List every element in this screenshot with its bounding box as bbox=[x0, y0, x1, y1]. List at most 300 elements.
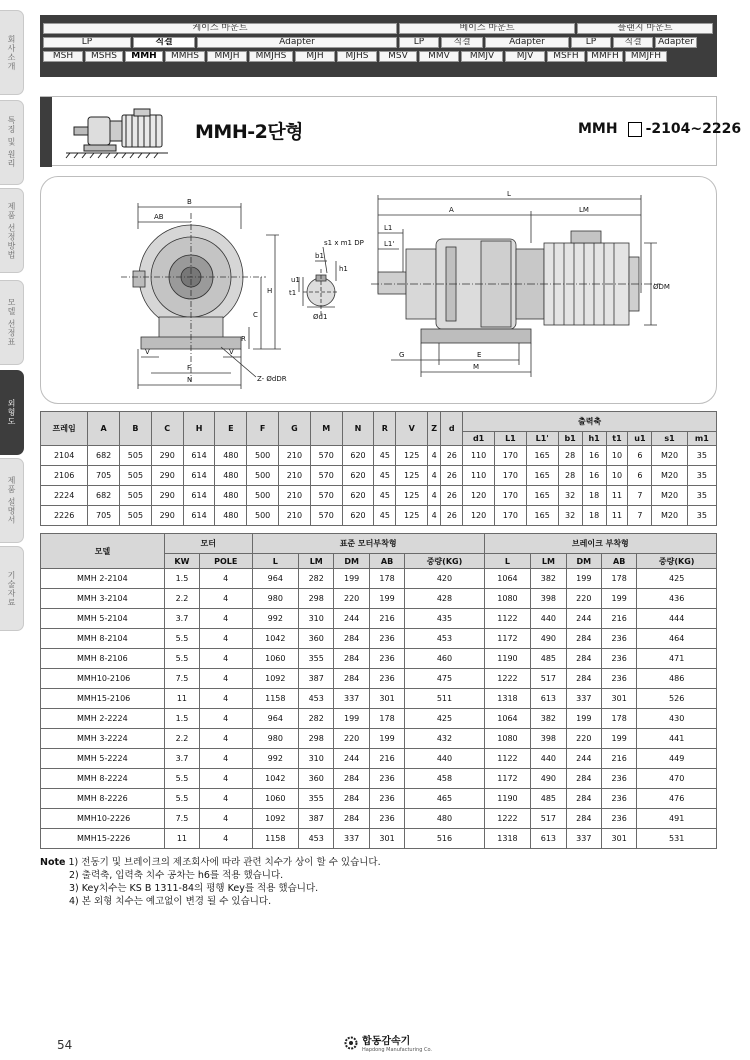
dims-cell: 2224 bbox=[41, 486, 88, 506]
dims-sub-4: h1 bbox=[582, 432, 606, 446]
model-cell: 435 bbox=[405, 609, 484, 629]
model-cell: 517 bbox=[531, 669, 566, 689]
drawing-panel bbox=[40, 176, 717, 404]
code-placeholder-box bbox=[628, 122, 642, 137]
dims-cell: 620 bbox=[342, 466, 374, 486]
model-cell: 964 bbox=[252, 709, 298, 729]
dims-cell: 45 bbox=[374, 506, 396, 526]
dims-cell: 620 bbox=[342, 486, 374, 506]
model-cell: 337 bbox=[566, 829, 601, 849]
dimension-drawing bbox=[41, 177, 717, 404]
dims-cell: 614 bbox=[183, 506, 215, 526]
model-cell: MMH 3-2224 bbox=[41, 729, 165, 749]
nav-row3-3[interactable]: MMHS bbox=[165, 51, 205, 62]
side-tab-label-2: 제품 선정방법 bbox=[7, 201, 16, 260]
model-cell: 3.7 bbox=[165, 749, 200, 769]
nav-row2-2[interactable]: Adapter bbox=[197, 37, 397, 48]
model-cell: 471 bbox=[637, 649, 717, 669]
model-cell: MMH10-2106 bbox=[41, 669, 165, 689]
dims-cell: 480 bbox=[215, 446, 247, 466]
model-cell: 1158 bbox=[252, 829, 298, 849]
table-row bbox=[41, 829, 717, 849]
table-row bbox=[41, 689, 717, 709]
model-cell: 382 bbox=[531, 569, 566, 589]
model-group-standard: 표준 모터부착형 bbox=[252, 534, 484, 554]
table-row bbox=[41, 609, 717, 629]
model-cell: 199 bbox=[566, 569, 601, 589]
model-cell: 199 bbox=[566, 709, 601, 729]
side-tab-1 bbox=[0, 100, 24, 185]
model-cell: 4 bbox=[199, 609, 252, 629]
side-tab-6 bbox=[0, 546, 24, 631]
dims-cell: 170 bbox=[495, 446, 527, 466]
model-cell: 284 bbox=[334, 669, 369, 689]
nav-row3-10[interactable]: MMJV bbox=[461, 51, 503, 62]
nav-row3-6[interactable]: MJH bbox=[295, 51, 335, 62]
dims-cell: 505 bbox=[120, 466, 152, 486]
nav-row2-7[interactable]: 직결 bbox=[613, 37, 653, 48]
nav-row3-5[interactable]: MMJHS bbox=[249, 51, 293, 62]
dims-cell: 4 bbox=[428, 466, 441, 486]
dims-cell: 16 bbox=[582, 466, 606, 486]
dims-cell: 6 bbox=[628, 466, 652, 486]
nav-row3-4[interactable]: MMJH bbox=[207, 51, 247, 62]
label-DM: ØDM bbox=[653, 283, 670, 291]
model-cell: 992 bbox=[252, 749, 298, 769]
model-cell: 440 bbox=[531, 749, 566, 769]
nav-row2-8[interactable]: Adapter bbox=[655, 37, 697, 48]
dims-cell: 210 bbox=[279, 486, 311, 506]
model-cell: 199 bbox=[369, 589, 404, 609]
model-cell: 360 bbox=[299, 769, 334, 789]
note-text-1: 1) 전동기 및 브레이크의 제조회사에 따라 관련 치수가 상이 할 수 있습니다. bbox=[68, 857, 381, 868]
table-row bbox=[41, 629, 717, 649]
label-key: s1 x m1 DP bbox=[324, 239, 364, 247]
model-cell: 199 bbox=[369, 729, 404, 749]
brand-name: 합동감속기 bbox=[362, 1036, 411, 1047]
model-cell: 3.7 bbox=[165, 609, 200, 629]
model-cell: 284 bbox=[334, 789, 369, 809]
dims-header-row bbox=[41, 412, 717, 432]
model-cell: MMH 5-2104 bbox=[41, 609, 165, 629]
model-cell: 4 bbox=[199, 589, 252, 609]
note-line-1 bbox=[40, 856, 381, 869]
dims-cell: 165 bbox=[526, 466, 558, 486]
nav-row3-11[interactable]: MJV bbox=[505, 51, 545, 62]
model-cell: 486 bbox=[637, 669, 717, 689]
dims-cell: 505 bbox=[120, 506, 152, 526]
model-cell: 4 bbox=[199, 629, 252, 649]
model-cell: 441 bbox=[637, 729, 717, 749]
dims-cell: 614 bbox=[183, 466, 215, 486]
model-cell: 425 bbox=[405, 709, 484, 729]
model-cell: 236 bbox=[369, 789, 404, 809]
model-cell: 310 bbox=[299, 749, 334, 769]
dims-cell: 35 bbox=[687, 466, 716, 486]
model-cell: 355 bbox=[299, 789, 334, 809]
model-cell: 7.5 bbox=[165, 809, 200, 829]
dims-cell: 110 bbox=[463, 466, 495, 486]
model-cell: 236 bbox=[369, 629, 404, 649]
model-cell: 1092 bbox=[252, 809, 298, 829]
dims-cell: 45 bbox=[374, 446, 396, 466]
title-accent-bar bbox=[40, 97, 52, 167]
nav-row2-0[interactable]: LP bbox=[43, 37, 131, 48]
dims-cell: 170 bbox=[495, 466, 527, 486]
model-cell: 216 bbox=[369, 609, 404, 629]
model-cell: 1060 bbox=[252, 649, 298, 669]
model-cell: 1060 bbox=[252, 789, 298, 809]
table-row bbox=[41, 569, 717, 589]
model-cell: 1080 bbox=[484, 729, 530, 749]
model-cell: 310 bbox=[299, 609, 334, 629]
dims-cell: 165 bbox=[526, 506, 558, 526]
model-cell: 301 bbox=[601, 689, 636, 709]
model-cell: 398 bbox=[531, 589, 566, 609]
nav-row1-1[interactable]: 베이스 마운트 bbox=[399, 23, 575, 34]
dims-cell: 125 bbox=[396, 466, 428, 486]
nav-row3-2[interactable]: MMH bbox=[125, 51, 163, 62]
model-cell: 453 bbox=[299, 689, 334, 709]
model-cell: MMH 2-2224 bbox=[41, 709, 165, 729]
model-cell: 11 bbox=[165, 689, 200, 709]
model-cell: 4 bbox=[199, 789, 252, 809]
table-row bbox=[41, 789, 717, 809]
label-L1: L1 bbox=[384, 224, 393, 232]
model-cell: 298 bbox=[299, 589, 334, 609]
dims-cell: 45 bbox=[374, 486, 396, 506]
label-R: R bbox=[241, 335, 246, 343]
model-cell: 460 bbox=[405, 649, 484, 669]
dims-cell: 480 bbox=[215, 506, 247, 526]
dims-cell: 570 bbox=[310, 446, 342, 466]
side-tab-label-3: 모델 선정표 bbox=[7, 298, 16, 347]
model-cell: 301 bbox=[369, 689, 404, 709]
model-sub-0: KW bbox=[165, 554, 200, 569]
nav-row1-2[interactable]: 플랜지 마운트 bbox=[577, 23, 713, 34]
model-cell: 5.5 bbox=[165, 789, 200, 809]
model-sub-8: LM bbox=[531, 554, 566, 569]
dims-cell: 18 bbox=[582, 486, 606, 506]
dims-cell: 26 bbox=[441, 446, 463, 466]
model-cell: 236 bbox=[601, 649, 636, 669]
model-cell: 284 bbox=[566, 649, 601, 669]
nav-row3-0[interactable]: MSH bbox=[43, 51, 83, 62]
table-row bbox=[41, 749, 717, 769]
side-tab-3 bbox=[0, 280, 24, 365]
nav-row-model bbox=[43, 51, 714, 62]
model-cell: 1080 bbox=[484, 589, 530, 609]
dims-cell: 125 bbox=[396, 486, 428, 506]
model-cell: 1.5 bbox=[165, 709, 200, 729]
note-label: Note bbox=[40, 857, 66, 868]
label-h1: h1 bbox=[339, 265, 348, 273]
model-cell: 470 bbox=[637, 769, 717, 789]
model-cell: 337 bbox=[334, 689, 369, 709]
model-code-suffix: -2104~2226 bbox=[645, 121, 742, 137]
dims-cell: 7 bbox=[628, 486, 652, 506]
model-sub-7: L bbox=[484, 554, 530, 569]
model-cell: 337 bbox=[334, 829, 369, 849]
nav-row3-9[interactable]: MMV bbox=[419, 51, 459, 62]
label-G: G bbox=[399, 351, 405, 359]
dims-sub-6: u1 bbox=[628, 432, 652, 446]
dims-col-0: 프레임 bbox=[41, 412, 88, 446]
note-line-2: 2) 출력축, 입력축 치수 공차는 h6를 적용 했습니다. bbox=[69, 870, 284, 881]
dims-cell: 620 bbox=[342, 446, 374, 466]
model-cell: 613 bbox=[531, 829, 566, 849]
model-cell: 425 bbox=[637, 569, 717, 589]
model-cell: 355 bbox=[299, 649, 334, 669]
model-cell: 440 bbox=[531, 609, 566, 629]
model-cell: 2.2 bbox=[165, 729, 200, 749]
dims-cell: 290 bbox=[151, 506, 183, 526]
model-cell: 236 bbox=[369, 809, 404, 829]
model-cell: 420 bbox=[405, 569, 484, 589]
dims-col-12: Z bbox=[428, 412, 441, 446]
dims-cell: 18 bbox=[582, 506, 606, 526]
model-cell: 1190 bbox=[484, 789, 530, 809]
nav-row2-4[interactable]: 직결 bbox=[441, 37, 483, 48]
model-cell: 216 bbox=[369, 749, 404, 769]
model-cell: 453 bbox=[405, 629, 484, 649]
nav-row2-5[interactable]: Adapter bbox=[485, 37, 569, 48]
model-cell: 1064 bbox=[484, 569, 530, 589]
table-row bbox=[41, 809, 717, 829]
dims-cell: 4 bbox=[428, 506, 441, 526]
model-cell: 220 bbox=[566, 589, 601, 609]
dims-cell: 35 bbox=[687, 506, 716, 526]
model-code bbox=[578, 121, 741, 137]
dims-cell: 16 bbox=[582, 446, 606, 466]
label-L: L bbox=[507, 190, 511, 198]
model-cell: 980 bbox=[252, 729, 298, 749]
model-cell: 1172 bbox=[484, 769, 530, 789]
brand-logo bbox=[344, 1032, 432, 1053]
model-cell: 5.5 bbox=[165, 629, 200, 649]
dims-col-10: R bbox=[374, 412, 396, 446]
dims-col-7: G bbox=[279, 412, 311, 446]
model-cell: 490 bbox=[531, 769, 566, 789]
dims-cell: 210 bbox=[279, 446, 311, 466]
model-cell: 199 bbox=[601, 729, 636, 749]
dims-sub-3: b1 bbox=[558, 432, 582, 446]
label-LM: LM bbox=[579, 206, 589, 214]
dims-cell: M20 bbox=[652, 446, 687, 466]
table-row bbox=[41, 769, 717, 789]
side-tab-label-1: 특징 및 원리 bbox=[7, 116, 16, 169]
side-tab-label-4: 외형도 bbox=[7, 399, 16, 426]
model-cell: 4 bbox=[199, 569, 252, 589]
dims-col-4: H bbox=[183, 412, 215, 446]
model-cell: 236 bbox=[601, 769, 636, 789]
model-cell: 516 bbox=[405, 829, 484, 849]
side-tab-label-0: 회사소개 bbox=[7, 34, 16, 71]
model-cell: 284 bbox=[334, 769, 369, 789]
nav-row1-0[interactable]: 케이스 마운트 bbox=[43, 23, 397, 34]
dims-cell: 614 bbox=[183, 486, 215, 506]
model-cell: 284 bbox=[334, 649, 369, 669]
note-line-3: 3) Key치수는 KS B 1311-84의 평행 Key를 적용 했습니다. bbox=[69, 883, 319, 894]
model-cell: 284 bbox=[334, 629, 369, 649]
nav-row3-14[interactable]: MMJFH bbox=[625, 51, 667, 62]
side-tab-0 bbox=[0, 10, 24, 95]
label-L1prime: L1' bbox=[384, 240, 395, 248]
model-cell: 440 bbox=[405, 749, 484, 769]
dims-col-2: B bbox=[120, 412, 152, 446]
model-cell: MMH 3-2104 bbox=[41, 589, 165, 609]
dims-cell: 170 bbox=[495, 486, 527, 506]
dims-col-9: N bbox=[342, 412, 374, 446]
model-cell: 236 bbox=[369, 649, 404, 669]
model-cell: 613 bbox=[531, 689, 566, 709]
dims-cell: 10 bbox=[606, 446, 628, 466]
model-code-prefix: MMH bbox=[578, 121, 618, 137]
note-line-4: 4) 본 외형 치수는 예고없이 변경 될 수 있습니다. bbox=[69, 896, 272, 907]
dims-cell: 7 bbox=[628, 506, 652, 526]
model-cell: 236 bbox=[369, 769, 404, 789]
model-sub-11: 중량(KG) bbox=[637, 554, 717, 569]
dims-cell: 210 bbox=[279, 466, 311, 486]
dims-cell: 500 bbox=[247, 506, 279, 526]
label-V-right: V bbox=[229, 348, 234, 356]
dims-cell: 11 bbox=[606, 486, 628, 506]
dims-cell: 4 bbox=[428, 446, 441, 466]
model-cell: 301 bbox=[369, 829, 404, 849]
nav-row2-1[interactable]: 직결 bbox=[133, 37, 195, 48]
model-cell: 1122 bbox=[484, 609, 530, 629]
model-cell: 2.2 bbox=[165, 589, 200, 609]
label-b1: b1 bbox=[315, 252, 324, 260]
table-row bbox=[41, 729, 717, 749]
dims-sub-8: m1 bbox=[687, 432, 716, 446]
model-cell: 337 bbox=[566, 689, 601, 709]
model-cell: 4 bbox=[199, 689, 252, 709]
dims-cell: 35 bbox=[687, 446, 716, 466]
model-cell: 428 bbox=[405, 589, 484, 609]
model-sub-6: 중량(KG) bbox=[405, 554, 484, 569]
nav-row2-3[interactable]: LP bbox=[399, 37, 439, 48]
model-cell: 444 bbox=[637, 609, 717, 629]
dims-cell: 6 bbox=[628, 446, 652, 466]
model-sub-10: AB bbox=[601, 554, 636, 569]
dims-cell: 125 bbox=[396, 446, 428, 466]
model-cell: 236 bbox=[601, 669, 636, 689]
model-cell: 475 bbox=[405, 669, 484, 689]
dims-cell: 10 bbox=[606, 466, 628, 486]
model-cell: MMH10-2226 bbox=[41, 809, 165, 829]
table-row bbox=[41, 589, 717, 609]
model-cell: 476 bbox=[637, 789, 717, 809]
dims-cell: 705 bbox=[88, 466, 120, 486]
model-table bbox=[40, 533, 717, 849]
model-cell: 4 bbox=[199, 669, 252, 689]
model-cell: 220 bbox=[334, 729, 369, 749]
model-cell: 485 bbox=[531, 789, 566, 809]
model-sub-9: DM bbox=[566, 554, 601, 569]
model-cell: 964 bbox=[252, 569, 298, 589]
model-cell: 282 bbox=[299, 569, 334, 589]
model-cell: 7.5 bbox=[165, 669, 200, 689]
nav-row3-13[interactable]: MMFH bbox=[587, 51, 623, 62]
product-nav bbox=[40, 15, 717, 77]
model-cell: 216 bbox=[601, 609, 636, 629]
model-cell: 4 bbox=[199, 729, 252, 749]
table-row bbox=[41, 446, 717, 466]
model-cell: 4 bbox=[199, 829, 252, 849]
nav-row3-1[interactable]: MSHS bbox=[85, 51, 123, 62]
model-cell: 480 bbox=[405, 809, 484, 829]
dims-cell: 110 bbox=[463, 446, 495, 466]
model-cell: 244 bbox=[334, 609, 369, 629]
model-cell: 244 bbox=[566, 609, 601, 629]
dims-cell: 32 bbox=[558, 486, 582, 506]
page-number: 54 bbox=[57, 1038, 73, 1052]
model-cell: 491 bbox=[637, 809, 717, 829]
model-cell: 517 bbox=[531, 809, 566, 829]
label-u1: u1 bbox=[291, 276, 300, 284]
model-cell: 1158 bbox=[252, 689, 298, 709]
model-cell: 449 bbox=[637, 749, 717, 769]
dims-cell: 210 bbox=[279, 506, 311, 526]
model-cell: MMH 8-2106 bbox=[41, 649, 165, 669]
table-row bbox=[41, 669, 717, 689]
model-group-motor: 모터 bbox=[165, 534, 253, 554]
side-tab-4 bbox=[0, 370, 24, 455]
dims-cell: 170 bbox=[495, 506, 527, 526]
nav-row3-12[interactable]: MSFH bbox=[547, 51, 585, 62]
model-cell: 398 bbox=[531, 729, 566, 749]
dims-col-5: E bbox=[215, 412, 247, 446]
model-sub-2: L bbox=[252, 554, 298, 569]
model-cell: 1190 bbox=[484, 649, 530, 669]
label-M: M bbox=[473, 363, 480, 371]
model-cell: MMH 8-2104 bbox=[41, 629, 165, 649]
dims-cell: 570 bbox=[310, 506, 342, 526]
table-row bbox=[41, 466, 717, 486]
dimensions-table bbox=[40, 411, 717, 526]
notes bbox=[40, 856, 381, 908]
dims-col-13: d bbox=[441, 412, 463, 446]
dims-cell: 120 bbox=[463, 486, 495, 506]
model-col-model: 모델 bbox=[41, 534, 165, 569]
model-cell: MMH 5-2224 bbox=[41, 749, 165, 769]
dims-cell: 480 bbox=[215, 486, 247, 506]
model-cell: 178 bbox=[369, 569, 404, 589]
dims-sub-2: L1' bbox=[526, 432, 558, 446]
model-sub-4: DM bbox=[334, 554, 369, 569]
nav-row3-7[interactable]: MJHS bbox=[337, 51, 377, 62]
dims-cell: 290 bbox=[151, 466, 183, 486]
dims-cell: 682 bbox=[88, 486, 120, 506]
model-cell: 282 bbox=[299, 709, 334, 729]
dims-sub-1: L1 bbox=[495, 432, 527, 446]
model-cell: 1042 bbox=[252, 629, 298, 649]
gear-logo-icon bbox=[344, 1036, 358, 1050]
dims-sub-7: s1 bbox=[652, 432, 687, 446]
dims-col-8: M bbox=[310, 412, 342, 446]
brand-sub: Hapdong Manufacturing Co. bbox=[362, 1047, 433, 1053]
model-cell: 387 bbox=[299, 809, 334, 829]
nav-row3-8[interactable]: MSV bbox=[379, 51, 417, 62]
side-tab-2 bbox=[0, 188, 24, 273]
model-cell: 284 bbox=[566, 669, 601, 689]
model-cell: 980 bbox=[252, 589, 298, 609]
dims-cell: 26 bbox=[441, 466, 463, 486]
nav-row2-6[interactable]: LP bbox=[571, 37, 611, 48]
model-cell: 284 bbox=[566, 769, 601, 789]
dims-cell: 2226 bbox=[41, 506, 88, 526]
